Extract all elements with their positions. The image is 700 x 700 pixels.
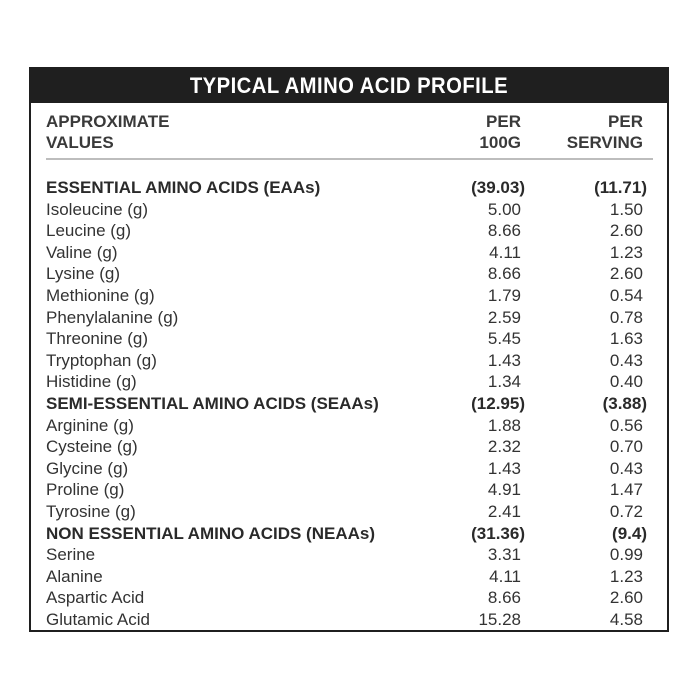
table-row (46, 263, 653, 285)
per-serving-value: (11.71) (594, 178, 647, 197)
per-serving-value: 0.78 (609, 307, 643, 327)
table-title-bar (31, 69, 667, 103)
table-header (46, 103, 653, 160)
table-row (46, 242, 653, 264)
per-100g-value: (31.36) (471, 523, 525, 543)
per-serving-value: 1.23 (609, 242, 643, 262)
per-serving-value: 0.72 (609, 501, 643, 521)
per-serving-value: (3.88) (602, 393, 647, 413)
per-serving-value: 0.40 (609, 372, 643, 392)
per-serving-value: 1.47 (609, 480, 643, 500)
table-row (46, 328, 653, 350)
amino-acid-name: Alanine (46, 566, 103, 586)
per-100g-value: (39.03) (471, 178, 525, 197)
per-100g-value: 3.31 (487, 545, 521, 565)
group-name: NON ESSENTIAL AMINO ACIDS (NEAAs) (46, 523, 376, 543)
per-100g-value: 5.45 (487, 329, 521, 349)
per-serving-value: 1.63 (609, 329, 643, 349)
per-100g-value: 1.43 (487, 350, 521, 370)
group-name: SEMI-ESSENTIAL AMINO ACIDS (SEAAs) (46, 393, 379, 413)
amino-acid-name: Cysteine (g) (46, 437, 138, 457)
amino-acid-name: Tyrosine (g) (46, 501, 136, 521)
table-row (46, 566, 653, 588)
per-serving-value: 0.43 (609, 350, 643, 370)
amino-acid-name: Lysine (g) (46, 264, 121, 284)
amino-acid-name: Isoleucine (g) (46, 199, 149, 219)
amino-acid-name: Threonine (g) (46, 329, 149, 349)
group-name: ESSENTIAL AMINO ACIDS (EAAs) (46, 178, 321, 197)
table-row (46, 371, 653, 393)
per-100g-value: 1.43 (487, 458, 521, 478)
amino-acid-name: Aspartic Acid (46, 588, 145, 608)
amino-acid-name: Histidine (g) (46, 372, 137, 392)
header-per-100g: PER 100G (479, 112, 521, 152)
table-row (46, 544, 653, 566)
table-row (46, 199, 653, 221)
table-row (46, 285, 653, 307)
table-title: TYPICAL AMINO ACID PROFILE (189, 73, 509, 98)
table-row (46, 501, 653, 523)
table-row (46, 609, 653, 631)
per-serving-value: 0.54 (609, 285, 643, 305)
per-serving-value: (9.4) (612, 523, 647, 543)
per-serving-value: 0.70 (609, 437, 643, 457)
per-100g-value: 2.41 (487, 501, 521, 521)
table-row (46, 458, 653, 480)
per-100g-value: 15.28 (478, 609, 521, 629)
header-approximate-values: APPROXIMATE VALUES (46, 112, 170, 152)
amino-acid-name: Arginine (g) (46, 415, 134, 435)
per-100g-value: 4.91 (487, 480, 521, 500)
group-row (46, 177, 653, 199)
table-row (46, 479, 653, 501)
per-serving-value: 4.58 (609, 609, 643, 629)
per-100g-value: 2.32 (487, 437, 521, 457)
table-row (46, 307, 653, 329)
per-serving-value: 2.60 (609, 588, 643, 608)
table-body (46, 177, 653, 630)
table-row (46, 350, 653, 372)
per-100g-value: 1.34 (487, 372, 521, 392)
per-100g-value: 4.11 (489, 242, 521, 262)
amino-acid-name: Methionine (g) (46, 285, 155, 305)
amino-acid-name: Glutamic Acid (46, 609, 150, 629)
amino-acid-name: Proline (g) (46, 480, 125, 500)
amino-acid-name: Phenylalanine (g) (46, 307, 179, 327)
per-serving-value: 2.60 (609, 264, 643, 284)
per-serving-value: 2.60 (609, 221, 643, 241)
per-100g-value: 5.00 (487, 199, 521, 219)
per-100g-value: 4.11 (489, 566, 521, 586)
amino-acid-name: Valine (g) (46, 242, 118, 262)
group-row (46, 393, 653, 415)
per-serving-value: 1.23 (609, 566, 643, 586)
amino-acid-table (29, 67, 669, 632)
table-row (46, 587, 653, 609)
per-100g-value: 8.66 (487, 264, 521, 284)
header-per-serving: PER SERVING (566, 112, 643, 152)
amino-acid-name: Leucine (g) (46, 221, 132, 241)
per-serving-value: 0.99 (609, 545, 643, 565)
per-100g-value: 8.66 (487, 221, 521, 241)
per-100g-value: 8.66 (487, 588, 521, 608)
per-100g-value: 1.88 (487, 415, 521, 435)
per-serving-value: 1.50 (609, 199, 643, 219)
per-100g-value: (12.95) (471, 393, 525, 413)
per-100g-value: 1.79 (487, 285, 521, 305)
per-100g-value: 2.59 (487, 307, 521, 327)
amino-acid-name: Tryptophan (g) (46, 350, 157, 370)
group-row (46, 523, 653, 545)
table-row (46, 436, 653, 458)
table-row (46, 415, 653, 437)
per-serving-value: 0.56 (609, 415, 643, 435)
table-row (46, 220, 653, 242)
per-serving-value: 0.43 (609, 458, 643, 478)
amino-acid-name: Serine (46, 545, 96, 565)
amino-acid-name: Glycine (g) (46, 458, 129, 478)
